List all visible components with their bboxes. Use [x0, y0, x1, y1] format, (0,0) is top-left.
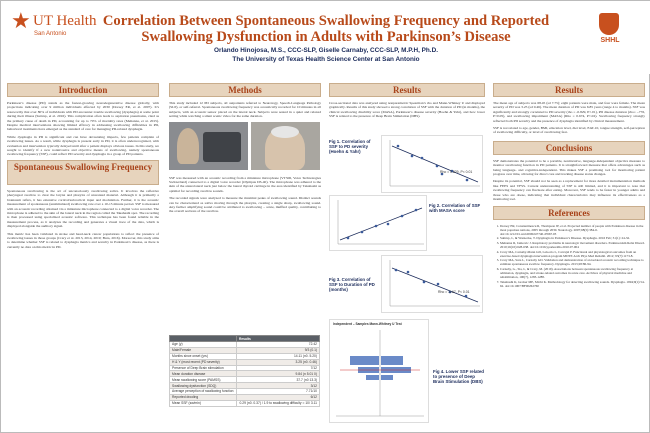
- fig2-caption: Fig 2. Correlation of SSF with MASA score: [429, 203, 481, 213]
- poster-affiliation: The University of Texas Health Science Center at San Antonio: [232, 56, 420, 63]
- fig1-stat: Rho = 0.829, P< 0.01: [440, 170, 473, 174]
- results-table-body: [170, 342, 320, 407]
- reference-item: 4. Crary MA, Carnaby-Mann GD, LaGorio L, Carvajal P. Functional and physiological outcomes from an exercise-based dysphagia intervention program MDTP. Arch Phys Med Rehabil. 2012; 93(7):1173-8.: [500, 250, 645, 258]
- results-heading-col3: Results: [329, 83, 485, 97]
- results-table-header-value: Results: [236, 336, 319, 342]
- table-row: [170, 400, 320, 406]
- fig1-caption: Fig 1. Correlation of SSF to PD severity (Hoehn & Yahr): [329, 139, 371, 154]
- introduction-heading: Introduction: [7, 83, 159, 97]
- column-4: [493, 83, 645, 428]
- fig1-plot: [381, 135, 483, 193]
- table-cell-label: Swallowing dysfunction (SDQ): [170, 383, 237, 389]
- results-col4-paragraph-1: The mean age of subjects was 68.45 (sd 7.75); eight patients were male, and four were female. The mean severity of PD was 3.25 (sd 0.46). The mean duration of PD was 6.85 years (range 4 to months). SSF was significantly and strongly correlated to PD severity (rho = -0.829, P<.01), PD disease duration (rho= -.776, P<0.05), and swallowing impairment (MASA) (Rho = 0.674, P<.02). Swallowing frequency strongly reflected both PD severity and the presence of dysphagia identified by clinical measurement.: [493, 101, 645, 123]
- table-cell-value: 72.42: [236, 342, 319, 348]
- references-heading: References: [493, 206, 645, 220]
- conclusions-paragraph-1: SSF demonstrates the potential to be a portable, noninvasive, language-independent objective measure to monitor swallowing function in PD patients. It is straightforward measure that offers advantages such as being language- and cognitive-independent. This makes SSF a promising tool for monitoring patient progress over time, allowing for direct care and tracking disease status changes.: [493, 158, 645, 177]
- poster-header: [1, 1, 650, 74]
- table-cell-label: Mean SSF (sw/min): [170, 400, 237, 406]
- results-col4-paragraph-2: SSF is not related to age, gender, BMI, education level, diet level, EAT-10, tongue strength, self-perception of swallowing difficulty, or level of swallowing fear.: [493, 126, 645, 135]
- reference-item: 7. Takahashi K, Groher ME, Michi K. Methodology for detecting swallowing sounds. Dysphagia. 1994;9(1):54-62. doi:10.1007/BF00262760: [500, 280, 645, 288]
- table-cell-value: 7/12: [236, 365, 319, 371]
- poster-title: Correlation Between Spontaneous Swallowing Frequency and Reported Swallowing Dysfunction in Adults with Parkinson’s Disease: [102, 13, 550, 45]
- reference-item: 2. Suttrup, I., & Warnecke, T. Dysphagia in Parkinson’s Disease. Dysphagia. 2016 Feb; 31(1): 24-32.: [500, 236, 645, 240]
- table-cell-label: Mean swallowing score (PAMSS): [170, 377, 237, 383]
- fig3-plot: [381, 255, 483, 313]
- fig3-stat: Rho = -0.67, P< 0.01: [438, 290, 470, 294]
- table-cell-value: 3/12: [236, 383, 319, 389]
- poster-authors: Orlando Hinojosa, M.S., CCC-SLP, Giselle Carnaby, CCC-SLP, M.P.H, Ph.D.: [214, 47, 438, 54]
- recording-device-photo: [169, 122, 248, 170]
- ssf-heading: Spontaneous Swallowing Frequency: [7, 160, 159, 185]
- table-cell-label: Presence of Deep Brain stimulation: [170, 365, 237, 371]
- table-cell-label: Age (y): [170, 342, 237, 348]
- star-icon: ★: [11, 9, 31, 34]
- results-col3-paragraph: Cross-sectional data was analyzed using nonparametric Spearman’s rho and Mann-Whitney U and displayed graphically. Results of this study showed a strong correlation of SSF with the duration of PD (in months), the clinical swallowing disability score (MASA), Parkinson’s disease severity (Hoehn & Yahr), and how lower SSF is related to the presence of Deep Brain Stimulation (DBS).: [329, 101, 485, 119]
- table-cell-label: H & Y (most recent (PD severity): [170, 359, 237, 365]
- table-cell-value: 3.25 (n0. 0.46): [236, 359, 319, 365]
- results-heading-col4: Results: [493, 83, 645, 97]
- sensor-placement-photo: [251, 122, 320, 170]
- fig4-title: Independent – Samples Mann-Whitney U Test: [333, 322, 402, 326]
- column-3: [329, 83, 485, 428]
- table-cell-label: Male/Female: [170, 347, 237, 353]
- reference-item: 3. Mehanna R, Jankovic J. Respiratory problems in neurologic movement disorders. Parkinsonism Relat Disord. 2010;16(10):628-638. doi:10.1016/j.parkreldis.2010.07.004: [500, 241, 645, 249]
- table-cell-value: 0.29 (n0. 0.37) / 1.9 to swallowing difficulty = 10/ 3.11: [236, 400, 319, 406]
- fig4-caption: Fig 4. Lower SSF related to presence of Deep Brain Stimulation (DBS): [433, 369, 484, 384]
- column-1: [7, 83, 159, 428]
- shhl-logo-text: SHHL: [600, 37, 620, 44]
- reference-item: 1. Dorsey ER, Constantinescu R, Thompson JP, et al. Projected number of people with Parkinson disease in the most populous nations, 2005 through 2030. Neurology. 2007;68(5):384-6. doi:10.1212/01.wnl.0000247740.47667.03: [500, 224, 645, 236]
- ut-health-logo-city: San Antonio: [34, 31, 67, 37]
- table-cell-value: 37.7 (n0 13.3): [236, 377, 319, 383]
- ssf-paragraph-1: Spontaneous swallowing is the act of unconsciously swallowing saliva. It involves the reflexive pharyngeal swallow to clear the larynx and pharynx of unwanted material. Although it is primarily a brainstem reflex, it has extensive cortical/subcortical input and modulation. Further, it is the acoustic measurement of spontaneous (unstimulated) swallowing rate over a 10-15 minute period. SSF is measured with an acoustic recording obtained via a miniature microphone connected to a digital voice recorder. The microphone is adhered to the skin of the lateral neck in the region called the Takahashi spot. The recording is then processed using specialized acoustic software. This technique has been found reliable in the measurement process, as it analyzes the recording and generates a visual trace of the data, which is displayed alongside the auditory signal.: [7, 188, 159, 229]
- introduction-paragraph-2: While dysphagia in PD is significant and can have devastating impacts, few patients complain of swallowing issues. As a result, while dysphagia is present early in PD, it is often underrecognized, with evaluation and intervention typically delayed until after a patient displays obvious issues. In this study, we sought to identify if a new noninvasive and objective means of swallowing, namely spontaneous swallowing frequency (SSF), could reflect PD severity and dysphagia in a group of PD patients.: [7, 134, 159, 157]
- reference-item: 6. Carnaby, G., Sia, I., & Crary, M. (2019). Associations between spontaneous swallowing frequency at admission, dysphagia, and stroke-related outcomes in acute care. Archives of physical medicine and rehabilitation, 100(7), 1283-1288.: [500, 267, 645, 279]
- table-cell-label: Mean duration disease: [170, 371, 237, 377]
- methods-paragraph-2: SSF was measured with an acoustic recording from a miniature microphone (VT506, Voice Technologies Switzerland) connected to a digital voice recorder (Olympus DS-40). The microphone was adhered to the skin of the anterolateral neck just below the lateral thyroid cartilage in the area identified by Takahashi as optimal for recording swallow sounds.: [169, 175, 321, 193]
- crest-icon: [599, 13, 619, 35]
- ut-health-logo: [11, 9, 97, 51]
- ssf-paragraph-2: This metric has been validated in stroke and head-neck cancer populations to reflect the presence of swallowing issues in those groups (Crary et al. 2013, 2014, 2019; Bura, 2016). Moreover, this study aims to determine whether SSF is related to dysphagia metrics and severity in Parkinson’s disease, as there is currently no data on this metric in PD.: [7, 231, 159, 249]
- introduction-paragraph-1: Parkinson’s disease (PD) stands as the fastest-growing neurodegenerative disease globally, with projections indicating over 9 million individuals affected by 2030 (Dorsey ER, et al. 2007). It’s noteworthy that over 80% of individuals with PD encounter trouble swallowing (dysphagia) at some point during their illness (Suttrup, et al. 2016). This complication often leads to aspiration pneumonia, cited as the primary cause of death in PD, accounting for up to 70% of mortality rates (Mehanna, et al. 2015). Despite medical interventions showing limited efficacy in addressing swallowing difficulties in PD, behavioral treatments have emerged as the standard of care for managing PD-related dysphagia.: [7, 101, 159, 132]
- fig4-plot: [329, 319, 429, 423]
- methods-paragraph-3: The recorded signals were analyzed to measure the maximal peaks of swallowing sound. Distinct sounds can be characterized as saliva moving through the pharynx, creating a single sharp, swallowing sound. Any further amplifying sound could be attributed to swallowing – acute, muffled quality, contributing to the overall sections of the swallow.: [169, 196, 321, 214]
- results-table: [169, 335, 320, 407]
- table-cell-label: Average perception of swallowing function: [170, 389, 237, 395]
- fig3-caption: Fig 3. Correlation of SSF to Duration of PD (months): [329, 277, 375, 292]
- column-2: [169, 83, 321, 428]
- reference-item: 5. Crary MA, Sura L, Carnaby GD. Validation and demonstration of an isolated acoustic recording technique to estimate spontaneous swallow frequency. Dysphagia. 2013;28:86-94.: [500, 258, 645, 266]
- methods-heading: Methods: [169, 83, 321, 97]
- conclusions-paragraph-2: Despite its potential, SSF should not be seen as a replacement for more detailed instrumentation methods like FEES and VFSS. Current understanding of SSF is still limited, and it is important to note that swallowing frequency can fluctuate after eating. Moreover, SSF tends to be faster in younger adults and those who are obese, indicating that individual characteristics may influence its effectiveness as a monitoring tool.: [493, 179, 645, 202]
- methods-paragraph-1: This study included 12 PD subjects, all outpatients referred to Neurology, Speech-Language Pathology (SLP), or self-referral. Spontaneous swallowing frequency was acoustically recorded for 10 minutes in all subjects, with an acoustic sensor placed on the lateral neck. Subjects were seated in a quiet and relaxed setting while watching a silent scenic video for the same duration.: [169, 101, 321, 119]
- table-cell-value: 14.11 (n0. 5.20): [236, 353, 319, 359]
- references-list: [493, 224, 645, 288]
- table-cell-value: 9/3 (0.1): [236, 347, 319, 353]
- table-cell-label: Reported drooling: [170, 394, 237, 400]
- conclusions-heading: Conclusions: [493, 141, 645, 155]
- table-cell-value: 7.71/10: [236, 389, 319, 395]
- table-cell-label: Months since onset (yrs): [170, 353, 237, 359]
- methods-photos: [169, 122, 321, 230]
- shhl-logo: [589, 13, 631, 53]
- table-cell-value: 6/12: [236, 394, 319, 400]
- ut-health-logo-text: UT Health: [33, 13, 97, 29]
- fig2-plot: [329, 195, 427, 251]
- table-cell-value: 9.84 (n 5.01 0): [236, 371, 319, 377]
